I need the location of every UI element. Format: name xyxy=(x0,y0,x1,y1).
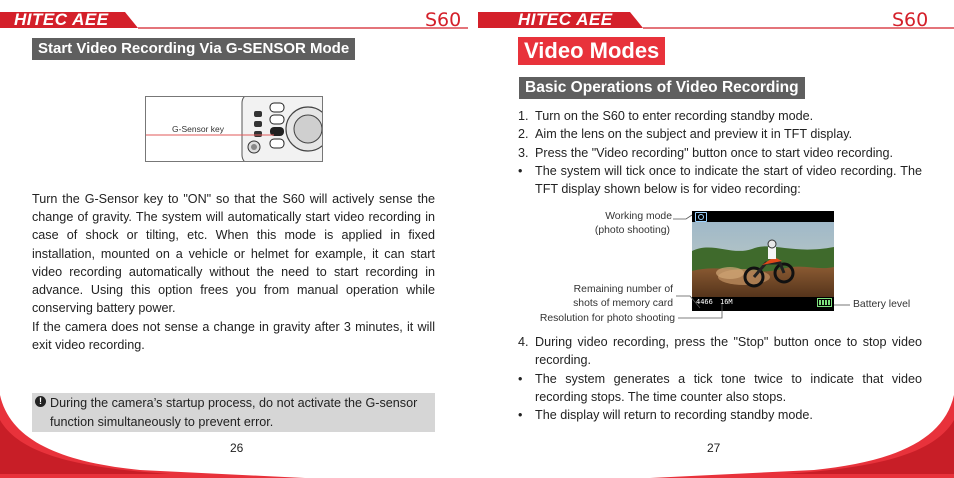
left-brand-logo: HITEC AEE xyxy=(14,10,109,29)
step-text: The system will tick once to indicate the start of video recording. The TFT display shown below is for video recording: xyxy=(535,163,922,197)
step-marker: 3. xyxy=(518,145,529,160)
step-marker: • xyxy=(518,371,523,386)
step-item xyxy=(518,406,922,424)
right-page-title: Video Modes xyxy=(518,37,665,65)
step-text: Press the "Video recording" button once to start video recording. xyxy=(535,145,894,160)
right-brand-logo: HITEC AEE xyxy=(518,10,613,29)
g-sensor-label: G-Sensor key xyxy=(172,124,224,134)
step-text: The display will return to recording standby mode. xyxy=(535,408,813,423)
callout-remaining: Remaining number of xyxy=(573,284,673,295)
callout-working-mode: Working mode xyxy=(605,211,672,222)
left-section-title: Start Video Recording Via G-SENSOR Mode xyxy=(32,38,355,60)
step-marker: 1. xyxy=(518,109,529,123)
step-text: The system generates a tick tone twice to indicate that video recording stops. The time counter also stops. xyxy=(535,371,922,404)
steps-after-list xyxy=(518,333,922,424)
step-item xyxy=(518,370,922,407)
left-paragraph-1: Turn the G-Sensor key to "ON" so that the S60 will actively sense the change of gravity. The system will automatically start video recording in case of shock or tilting, etc. When this mode is applied in fixed installation, mounted on a vehicle or helmet for example, it can start video recording automatically without the need to start recording in advance. Using this option frees you from manual operation while conserving battery power. xyxy=(32,192,435,316)
resolution-value: 16M xyxy=(720,298,733,306)
callout-working-mode-sub: (photo shooting) xyxy=(594,225,670,236)
right-page-number: 27 xyxy=(707,441,721,455)
callout-battery: Battery level xyxy=(853,299,911,310)
right-section-subtitle: Basic Operations of Video Recording xyxy=(519,77,805,99)
left-model-name: S60 xyxy=(425,9,462,31)
step-marker: 2. xyxy=(518,127,529,142)
left-page-number: 26 xyxy=(230,441,244,455)
caution-note-text: During the camera’s startup process, do not activate the G-sensor function simultaneously to prevent error. xyxy=(50,396,418,429)
step-marker: • xyxy=(518,408,523,423)
step-text: Turn on the S60 to enter recording standby mode. xyxy=(535,109,814,123)
step-item xyxy=(518,333,922,370)
step-marker: 4. xyxy=(518,335,529,349)
warning-icon: ! xyxy=(35,396,46,407)
callout-resolution: Resolution for photo shooting xyxy=(539,313,675,324)
shots-remaining-value: 4466 xyxy=(696,298,713,306)
callout-remaining-sub: shots of memory card xyxy=(573,298,673,309)
left-paragraph-2: If the camera does not sense a change in gravity after 3 minutes, it will exit video recording. xyxy=(32,320,435,353)
step-text: During video recording, press the "Stop" button once to stop video recording. xyxy=(535,335,922,368)
step-text: Aim the lens on the subject and preview it in TFT display. xyxy=(535,127,853,142)
right-model-name: S60 xyxy=(892,9,929,31)
step-marker: • xyxy=(518,163,523,178)
